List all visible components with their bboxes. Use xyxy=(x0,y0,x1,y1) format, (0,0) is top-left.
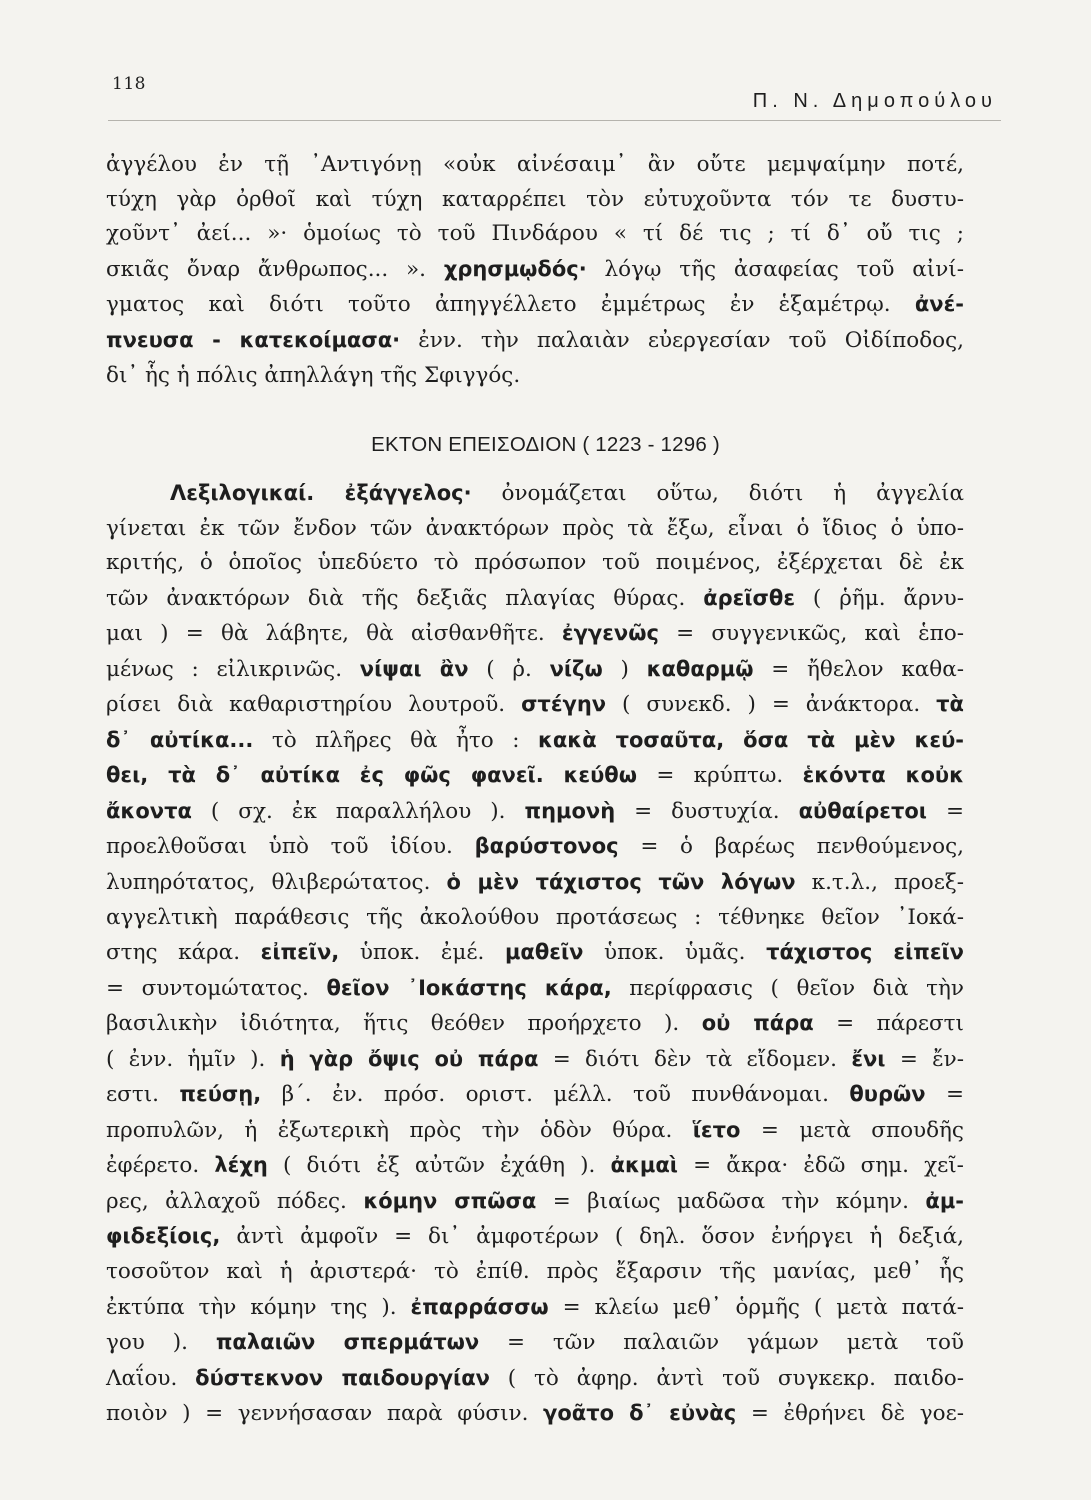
headword: γοᾶτο δ᾿ εὐνὰς xyxy=(543,1401,737,1426)
gloss-text: γίνεται ἐκ τῶν ἔνδον τῶν ἀνακτόρων πρὸς τὰ ἔξω, εἶναι ὁ ἴδιος ὁ ὑπο- xyxy=(106,515,964,541)
text-line xyxy=(106,1113,964,1149)
headword: μαθεῖν xyxy=(504,940,584,965)
gloss-text: προπυλῶν, ἡ ἐξωτερικὴ πρὸς τὴν ὁδὸν θύρα. xyxy=(106,1117,673,1143)
headword: δύστεκνον παιδουργίαν xyxy=(195,1365,490,1390)
text-line xyxy=(106,829,964,865)
gloss-text: = κλείω μεθ᾿ ὁρμῆς ( μετὰ πατά- xyxy=(562,1294,964,1320)
gloss-text: = ἔν- xyxy=(899,1046,965,1072)
headword: ὁ μὲν τάχιστος τῶν λόγων xyxy=(446,870,796,895)
gloss-text: β´. ἐν. πρόσ. οριστ. μέλλ. τοῦ πυνθάνομαι. xyxy=(281,1082,829,1108)
headword: ἔνι xyxy=(851,1046,886,1071)
gloss-text: ποιὸν ) = γεννήσασαν παρὰ φύσιν. xyxy=(106,1401,529,1427)
gloss-text: ( ἐνν. ἡμῖν ). xyxy=(106,1046,266,1072)
gloss-text: ὀνομάζεται οὕτω, διότι ἡ ἀγγελία xyxy=(501,481,964,506)
headword: θει, τὰ δ᾿ αὐτίκα ἐς φῶς φανεῖ. κεύθω xyxy=(106,763,637,788)
gloss-text: = κρύπτω. xyxy=(656,763,784,789)
gloss-text: μαι ) = θὰ λάβητε, θὰ αἰσθανθῆτε. xyxy=(106,621,545,647)
headword: καθαρμῷ xyxy=(646,656,754,681)
gloss-text: ἐνν. τὴν παλαιὰν εὐεργεσίαν τοῦ Οἰδίποδος, xyxy=(418,327,964,353)
gloss-text: = συντομώτατος. xyxy=(106,975,309,1001)
text-line xyxy=(106,148,964,183)
gloss-text: κριτής, ὁ ὁποῖος ὑπεδύετο τὸ πρόσωπον τοῦ ποιμένος, ἐξέρχεται δὲ ἐκ xyxy=(106,550,964,576)
gloss-text: αγγελτικὴ παράθεσις τῆς ἀκολούθου προτάσεως : τέθνηκε θεῖον ᾿Ιοκά- xyxy=(106,904,964,930)
header-rule xyxy=(108,120,1001,121)
gloss-text: λυπηρότατος, θλιβερώτατος. xyxy=(106,870,431,896)
gloss-text: = ἤθελον καθα- xyxy=(771,656,965,682)
text-line xyxy=(106,901,964,936)
gloss-text: μένως : εἰλικρινῶς. xyxy=(106,656,343,682)
gloss-text: ρίσει διὰ καθαριστηρίου λουτροῦ. xyxy=(106,692,506,718)
gloss-text: = τῶν παλαιῶν γάμων μετὰ τοῦ xyxy=(507,1330,965,1356)
text-line xyxy=(106,1006,964,1042)
gloss-text: ὑποκ. ὑμᾶς. xyxy=(604,940,746,966)
page-number: 118 xyxy=(112,74,146,94)
text-line xyxy=(106,1042,964,1078)
gloss-text: σκιᾶς ὄναρ ἄνθρωπος... ». xyxy=(106,256,426,282)
running-header: Π. Ν. Δημοπούλου xyxy=(752,90,997,112)
headword: ἑκόντα κοὐκ xyxy=(802,763,964,788)
vocabulary-paragraph xyxy=(106,476,964,1432)
headword: θεῖον ᾿Ιοκάστης κάρα, xyxy=(326,975,612,1000)
headword: τάχιστος εἰπεῖν xyxy=(766,940,964,965)
headword: ἀνέ- xyxy=(914,292,964,317)
text-line xyxy=(106,1184,964,1220)
gloss-text: = μετὰ σπουδῆς xyxy=(760,1117,964,1143)
headword: νίζω xyxy=(549,656,603,681)
gloss-text: τῶν ἀνακτόρων διὰ τῆς δεξιᾶς πλαγίας θύρας. xyxy=(106,585,686,611)
text-line xyxy=(106,183,964,218)
headword: ἀκμαὶ xyxy=(610,1153,678,1178)
text-line xyxy=(106,794,964,830)
headword: τὰ xyxy=(936,692,964,717)
gloss-text: προελθοῦσαι ὑπὸ τοῦ ἰδίου. xyxy=(106,834,453,860)
text-line xyxy=(106,1219,964,1255)
headword: πημονὴ xyxy=(524,798,616,823)
gloss-text: ( σχ. ἐκ παραλλήλου ). xyxy=(210,798,506,824)
gloss-text: γματος καὶ διότι τοῦτο ἀπηγγέλλετο ἐμμέτρως ἐν ἑξαμέτρῳ. xyxy=(106,292,891,318)
text-line xyxy=(106,1290,964,1326)
text-line xyxy=(106,1325,964,1361)
gloss-text: ρες, ἀλλαχοῦ πόδες. xyxy=(106,1188,347,1214)
headword: ἐπαρράσσω xyxy=(410,1294,549,1319)
headword: κακὰ τοσαῦτα, ὅσα τὰ μὲν κεύ- xyxy=(537,727,964,752)
gloss-text: = ὁ βαρέως πενθούμενος, xyxy=(640,834,964,860)
commentary-paragraph xyxy=(106,148,964,393)
text-line xyxy=(106,616,964,652)
text-line xyxy=(106,971,964,1007)
gloss-text: ( ῥ. xyxy=(486,656,532,682)
headword: εἰπεῖν, xyxy=(260,940,340,965)
headword: πεύσῃ, xyxy=(179,1082,262,1107)
headword: παλαιῶν σπερμάτων xyxy=(215,1330,480,1355)
gloss-text: = βιαίως μαδῶσα τὴν κόμην. xyxy=(552,1188,909,1214)
gloss-text: ἐκτύπα τὴν κόμην της ). xyxy=(106,1294,397,1320)
headword: πνευσα - κατεκοίμασα· xyxy=(106,327,401,352)
headword: ἵετο xyxy=(692,1117,741,1142)
headword: αὐθαίρετοι xyxy=(798,798,927,823)
gloss-text: ( διότι ἐξ αὐτῶν ἐχάθη ). xyxy=(282,1153,596,1179)
gloss-text: γου ). xyxy=(106,1330,188,1356)
text-line xyxy=(106,687,964,723)
text-line xyxy=(106,1255,964,1290)
headword: ἐγγενῶς xyxy=(561,621,659,646)
gloss-text: ) xyxy=(620,656,629,682)
gloss-text: = ἐθρήνει δὲ γοε- xyxy=(750,1401,964,1427)
gloss-text: ἐφέρετο. xyxy=(106,1153,200,1179)
headword: ἄκοντα xyxy=(106,798,192,823)
headword: στέγην xyxy=(521,692,607,717)
gloss-text: = xyxy=(945,1082,964,1108)
headword: κόμην σπῶσα xyxy=(363,1188,537,1213)
gloss-text: τοσοῦτον καὶ ἡ ἀριστερά· τὸ ἐπίθ. πρὸς ἔξαρσιν τῆς μανίας, μεθ᾿ ἧς xyxy=(106,1259,964,1285)
gloss-text: τὸ πλῆρες θὰ ἦτο : xyxy=(271,727,520,753)
text-line xyxy=(106,1148,964,1184)
text-line xyxy=(106,1077,964,1113)
text-line xyxy=(106,1361,964,1397)
headword: λέχη xyxy=(214,1153,268,1178)
text-line xyxy=(106,581,964,617)
text-line xyxy=(106,252,964,288)
text-line xyxy=(106,1396,964,1432)
gloss-text: ( συνεκδ. ) = ἀνάκτορα. xyxy=(622,692,921,718)
gloss-text: = διότι δὲν τὰ εἴδομεν. xyxy=(552,1046,837,1072)
text-line xyxy=(106,935,964,971)
text-line xyxy=(106,546,964,581)
gloss-text: κ.τ.λ., προεξ- xyxy=(811,870,964,896)
headword: ἡ γὰρ ὄψις οὐ πάρα xyxy=(279,1046,539,1071)
text-line xyxy=(106,476,964,512)
headword: θυρῶν xyxy=(849,1082,926,1107)
text-line xyxy=(106,217,964,252)
gloss-text: Λαΐου. xyxy=(106,1365,178,1391)
gloss-text: ( ῥῆμ. ἄρνυ- xyxy=(812,585,964,611)
gloss-text: εστι. xyxy=(106,1082,159,1108)
text-line xyxy=(106,359,964,394)
text-line xyxy=(106,723,964,759)
text-line xyxy=(106,512,964,547)
gloss-text: = συγγενικῶς, καὶ ἑπο- xyxy=(676,621,964,647)
gloss-text: ( τὸ ἀφηρ. ἀντὶ τοῦ συγκεκρ. παιδο- xyxy=(507,1365,964,1391)
gloss-text: = πάρεστι xyxy=(836,1011,964,1037)
gloss-text: περίφρασις ( θεῖον διὰ τὴν xyxy=(629,975,964,1001)
gloss-text: ἀντὶ ἀμφοῖν = δι᾿ ἀμφοτέρων ( δηλ. ὅσον ἐνήργει ἡ δεξιά, xyxy=(236,1224,964,1250)
text-line xyxy=(106,323,964,359)
text-line xyxy=(106,287,964,323)
text-line xyxy=(106,865,964,901)
gloss-text: = δυστυχία. xyxy=(634,798,780,824)
gloss-text: στης κάρα. xyxy=(106,940,241,966)
gloss-text: τύχη γὰρ ὀρθοῖ καὶ τύχη καταρρέπει τὸν εὐτυχοῦντα τόν τε δυστυ- xyxy=(106,186,964,212)
gloss-text: λόγῳ τῆς ἀσαφείας τοῦ αἰνί- xyxy=(604,256,964,282)
gloss-text: ὑποκ. ἐμέ. xyxy=(359,940,485,966)
headword: δ᾿ αὐτίκα... xyxy=(106,727,254,752)
headword: Λεξιλογικαί. ἐξάγγελος· xyxy=(170,481,472,505)
gloss-text: χοῦντ᾿ ἀεί... »· ὁμοίως τὸ τοῦ Πινδάρου « τί δέ τις ; τί δ᾿ οὔ τις ; xyxy=(106,221,964,247)
headword: φιδεξίοις, xyxy=(106,1224,221,1249)
headword: βαρύστονος xyxy=(474,834,619,859)
gloss-text: = ἄκρα· ἐδῶ σημ. χεῖ- xyxy=(693,1153,964,1179)
headword: οὐ πάρα xyxy=(701,1011,814,1036)
section-heading: ΕΚΤΟΝ ΕΠΕΙΣΟΔΙΟΝ ( 1223 - 1296 ) xyxy=(371,433,720,456)
text-line xyxy=(106,652,964,688)
gloss-text: δι᾿ ἧς ἡ πόλις ἀπηλλάγη τῆς Σφιγγός. xyxy=(106,362,521,388)
headword: νίψαι ἂν xyxy=(359,656,469,681)
gloss-text: ἀγγέλου ἐν τῇ ᾿Αντιγόνῃ «οὐκ αἰνέσαιμ᾿ ἂν οὔτε μεμψαίμην ποτέ, xyxy=(106,152,964,177)
gloss-text: = xyxy=(945,798,964,824)
headword: χρησμῳδός· xyxy=(443,256,587,281)
gloss-text: βασιλικὴν ἰδιότητα, ἥτις θεόθεν προήρχετο ). xyxy=(106,1011,680,1037)
text-line xyxy=(106,758,964,794)
headword: ἀμ- xyxy=(925,1188,965,1213)
headword: ἀρεῖσθε xyxy=(703,585,796,610)
